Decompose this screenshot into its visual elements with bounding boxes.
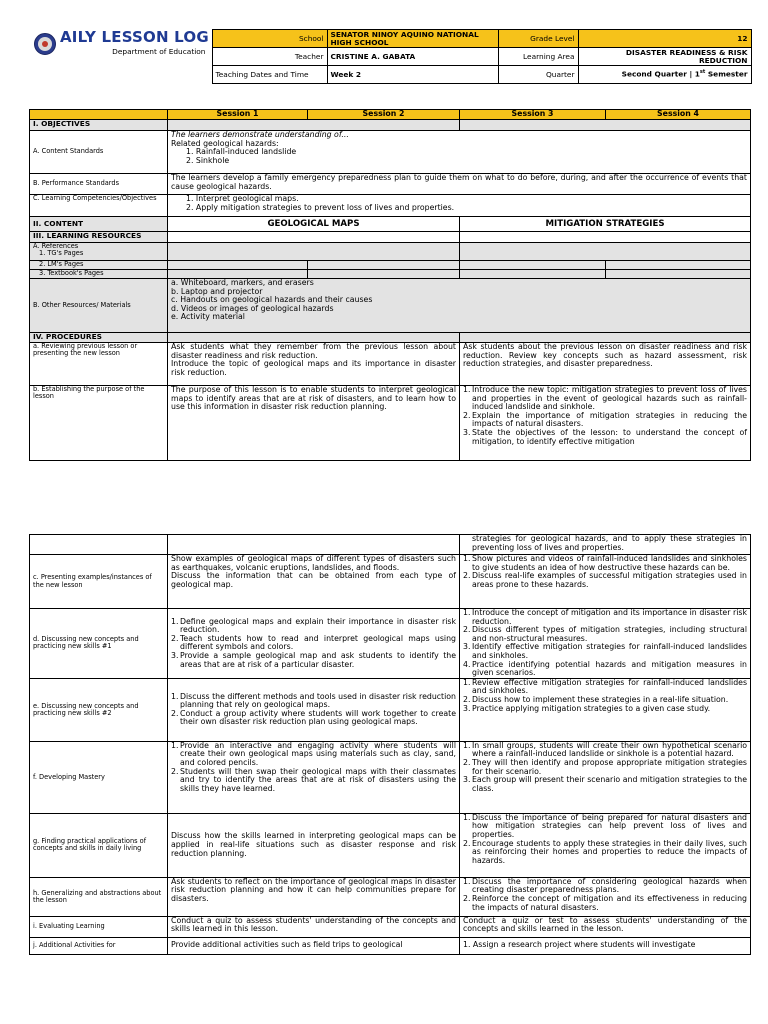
proc-g-session-1: Discuss how the skills learned in interpreting geological maps can be applied in real-life situations such as disaster response and risk reduction planning. <box>168 813 460 877</box>
proc-h-session-1: Ask students to reflect on the importance of geological maps in disaster risk reduction planning and how it can help communities prepare for disasters. <box>168 877 460 916</box>
session-3-header: Session 3 <box>460 110 606 120</box>
proc-c-session-1: Show examples of geological maps of different types of disasters such as earthquakes, volcanic eruptions, landslides, and floods. Discuss the information that can be obtained from each type of geological map. <box>168 555 460 609</box>
proc-a-session-1: Ask students what they remember from the previous lesson about disaster readiness and risk reduction. Introduce the topic of geological maps and its importance in disaster risk reduction. <box>168 343 460 386</box>
proc-f-session-1: 1. Provide an interactive and engaging activity where students will create their own geological maps using materials such as clay, sand, and colored pencils. 2. Students will then swap their geological maps with their classmates and try to identify the areas that are at risk of disasters using the skills they have learned. <box>168 741 460 813</box>
log-title: AILY LESSON LOG <box>60 29 209 46</box>
proc-j-session-3: 1. Assign a research project where students will investigate <box>460 937 751 954</box>
procedures-fill-a <box>168 333 460 343</box>
content-standards-text: The learners demonstrate understanding of... Related geological hazards: 1. Rainfall-induced landslide 2. Sinkhole <box>168 131 751 174</box>
area-value: DISASTER READINESS & RISK REDUCTION <box>578 48 751 66</box>
proc-c-session-3: 1. Show pictures and videos of rainfall-induced landslides and sinkholes to give students an idea of how destructive these hazards can be. 2. Discuss real-life examples of successful mitigation strategies used in areas prone to these hazards. <box>460 555 751 609</box>
procedures-heading: IV. PROCEDURES <box>30 333 168 343</box>
department-name: Department of Education <box>112 46 206 56</box>
session-4-header: Session 4 <box>606 110 751 120</box>
tb-pages-s2 <box>308 270 460 279</box>
procedures-fill-b <box>460 333 751 343</box>
references-label: A. References 1. TG's Pages <box>30 243 168 261</box>
resources-heading: III. LEARNING RESOURCES <box>30 232 168 243</box>
proc-f-label: f. Developing Mastery <box>30 741 168 813</box>
proc-c-label: c. Presenting examples/instances of the new lesson <box>30 555 168 609</box>
objectives-fill-b <box>460 120 751 131</box>
proc-a-session-3: Ask students about the previous lesson on disaster readiness and risk reduction. Review key concepts such as hazard assessment, risk reduction strategies, and disaster preparedness. <box>460 343 751 386</box>
proc-b-session-3: 1. Introduce the new topic: mitigation strategies to prevent loss of lives and properties in the event of geological hazards such as rainfall-induced landslide and sinkhole. 2. Explain the importance of mitigation strategies in reducing the impacts of natural disasters. 3. State the objectives of the lesson: to understand the concept of mitigation, to identify effective mitigation <box>460 386 751 461</box>
objectives-heading: I. OBJECTIVES <box>30 120 168 131</box>
cont-label-blank <box>30 535 168 555</box>
proc-d-label: d. Discussing new concepts and practicing new skills #1 <box>30 609 168 679</box>
proc-a-label: a. Reviewing previous lesson or presenting the new lesson <box>30 343 168 386</box>
performance-standards-text: The learners develop a family emergency preparedness plan to guide them on what to do before, during, and after the occurrence of events that cause geological hazards. <box>168 174 751 195</box>
resources-fill-a <box>168 232 460 243</box>
proc-f-session-3: 1. In small groups, students will create their own hypothetical scenario where a rainfall-induced landslide or sinkhole is a potential hazard. 2. They will then identify and propose appropriate mitigation strategies for their scenario. 3. Each group will present their scenario and mitigation strategies to the class. <box>460 741 751 813</box>
tb-pages-s3 <box>460 270 606 279</box>
teacher-value: CRISTINE A. GABATA <box>327 48 498 66</box>
other-resources-label: B. Other Resources/ Materials <box>30 279 168 333</box>
lesson-table-page-2 <box>29 534 751 955</box>
teacher-label: Teacher <box>212 48 327 66</box>
quarter-value: Second Quarter | 1st Semester <box>578 66 751 84</box>
objectives-fill-a <box>168 120 460 131</box>
grade-label: Grade Level <box>498 30 578 48</box>
session-1-header: Session 1 <box>168 110 308 120</box>
proc-i-label: i. Evaluating Learning <box>30 916 168 937</box>
quarter-label: Quarter <box>498 66 578 84</box>
school-value: SENATOR NINOY AQUINO NATIONAL HIGH SCHOOL <box>327 30 498 48</box>
dates-label: Teaching Dates and Time <box>212 66 327 84</box>
cont-session-1-blank <box>168 535 460 555</box>
deped-seal-logo <box>34 33 56 55</box>
tg-pages-s34 <box>460 243 751 261</box>
competencies-label: C. Learning Competencies/Objectives <box>30 195 168 217</box>
tg-pages-s12 <box>168 243 460 261</box>
school-label: School <box>212 30 327 48</box>
lm-pages-s3 <box>460 261 606 270</box>
lm-pages-s4 <box>606 261 751 270</box>
topic-mitigation-strategies: MITIGATION STRATEGIES <box>460 217 751 232</box>
lm-pages-s1 <box>168 261 308 270</box>
other-resources-list: a. Whiteboard, markers, and erasers b. Laptop and projector c. Handouts on geological hazards and their causes d. Videos or images of geological hazards e. Activity material <box>168 279 751 333</box>
proc-g-session-3: 1. Discuss the importance of being prepared for natural disasters and how mitigation strategies can help prevent loss of lives and properties. 2. Encourage students to apply these strategies in their daily lives, such as reinforcing their homes and properties to reduce the impacts of hazards. <box>460 813 751 877</box>
session-2-header: Session 2 <box>308 110 460 120</box>
tb-pages-s1 <box>168 270 308 279</box>
header-logo-cell <box>29 30 212 84</box>
proc-e-session-3: 1. Review effective mitigation strategies for rainfall-induced landslides and sinkholes. 2. Discuss how to implement these strategies in a real-life situation. 3. Practice applying mitigation strategies to a given case study. <box>460 678 751 741</box>
proc-b-label: b. Establishing the purpose of the lesson <box>30 386 168 461</box>
proc-h-session-3: 1. Discuss the importance of considering geological hazards when creating disaster preparedness plans. 2. Reinforce the concept of mitigation and its effectiveness in reducing the impacts of natural disasters. <box>460 877 751 916</box>
proc-b-session-3-continued: strategies for geological hazards, and to apply these strategies in preventing loss of lives and properties. <box>460 535 751 555</box>
textbook-pages-label: 3. Textbook's Pages <box>30 270 168 279</box>
proc-i-session-1: Conduct a quiz to assess students' understanding of the concepts and skills learned in this lesson. <box>168 916 460 937</box>
grade-value: 12 <box>578 30 751 48</box>
proc-g-label: g. Finding practical applications of concepts and skills in daily living <box>30 813 168 877</box>
proc-e-session-1: 1. Discuss the different methods and tools used in disaster risk reduction planning that rely on geological maps. 2. Conduct a group activity where students will work together to create their own disaster risk reduction plan using geological maps. <box>168 678 460 741</box>
session-header-blank <box>30 110 168 120</box>
content-standards-label: A. Content Standards <box>30 131 168 174</box>
proc-h-label: h. Generalizing and abstractions about the lesson <box>30 877 168 916</box>
header-table <box>29 29 752 84</box>
proc-e-label: e. Discussing new concepts and practicing new skills #2 <box>30 678 168 741</box>
resources-fill-b <box>460 232 751 243</box>
proc-i-session-3: Conduct a quiz or test to assess students' understanding of the concepts and skills learned in the lesson. <box>460 916 751 937</box>
lm-pages-s2 <box>308 261 460 270</box>
tb-pages-s4 <box>606 270 751 279</box>
content-heading: II. CONTENT <box>30 217 168 232</box>
area-label: Learning Area <box>498 48 578 66</box>
lesson-table-page-1 <box>29 109 751 461</box>
topic-geological-maps: GEOLOGICAL MAPS <box>168 217 460 232</box>
proc-d-session-3: 1. Introduce the concept of mitigation and its importance in disaster risk reduction. 2. Discuss different types of mitigation strategies, including structural and non-structural measures. 3. Identify effective mitigation strategies for rainfall-induced landslides and sinkholes. 4. Practice identifying potential hazards and mitigation measures in given scenarios. <box>460 609 751 679</box>
competencies-text: 1. Interpret geological maps. 2. Apply mitigation strategies to prevent loss of lives and properties. <box>168 195 751 217</box>
dates-value: Week 2 <box>327 66 498 84</box>
proc-b-session-1: The purpose of this lesson is to enable students to interpret geological maps to identify areas that are at risk of disasters, and to learn how to use this information in disaster risk reduction planning. <box>168 386 460 461</box>
proc-d-session-1: 1. Define geological maps and explain their importance in disaster risk reduction. 2. Teach students how to read and interpret geological maps using different symbols and colors. 3. Provide a sample geological map and ask students to identify the areas that are at risk of a particular disaster. <box>168 609 460 679</box>
proc-j-label: j. Additional Activities for <box>30 937 168 954</box>
lm-pages-label: 2. LM's Pages <box>30 261 168 270</box>
performance-standards-label: B. Performance Standards <box>30 174 168 195</box>
proc-j-session-1: Provide additional activities such as field trips to geological <box>168 937 460 954</box>
